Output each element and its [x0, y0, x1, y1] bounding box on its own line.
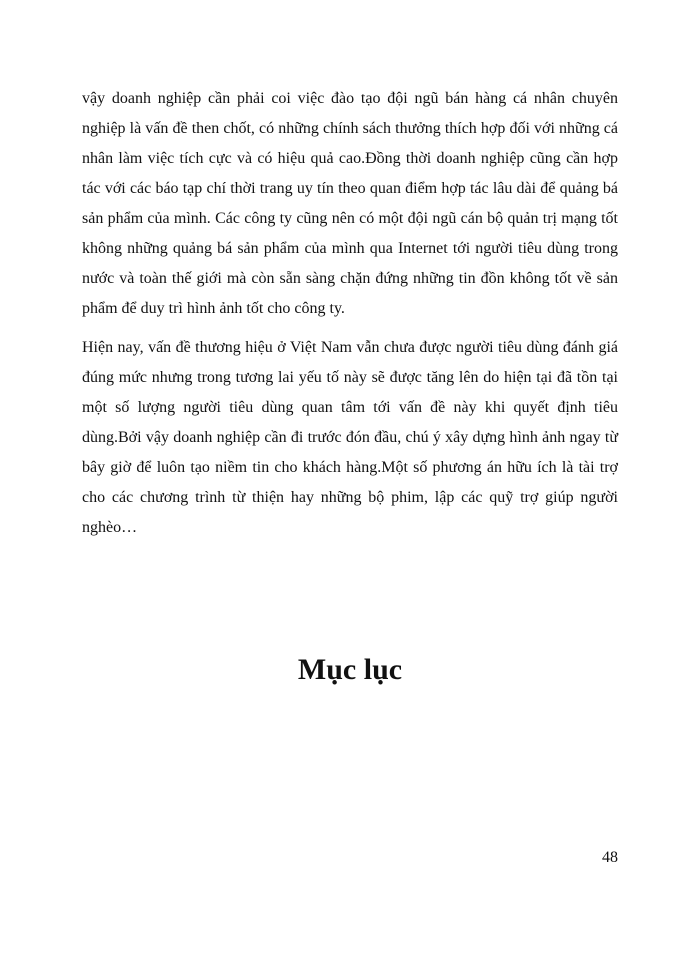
body-paragraph: vậy doanh nghiệp cần phải coi việc đào tạo đội ngũ bán hàng cá nhân chuyên nghiệp là vấn đề then chốt, có những chính sách thưởng thích hợp đối với những cá nhân làm việc tích cực và có hiệu quả cao.Đồng thời doanh nghiệp cũng cần hợp tác với các báo tạp chí thời trang uy tín theo quan điểm hợp tác lâu dài để quảng bá sản phẩm của mình. Các công ty cũng nên có một đội ngũ cán bộ quản trị mạng tốt không những quảng bá sản phẩm của mình qua Internet tới người tiêu dùng trong nước và toàn thế giới mà còn sẵn sàng chặn đứng những tin đồn không tốt về sản phẩm để duy trì hình ảnh tốt cho công ty.: [82, 90, 618, 317]
section-heading: Mục lục: [297, 653, 403, 686]
body-paragraph: Hiện nay, vấn đề thương hiệu ở Việt Nam vẫn chưa được người tiêu dùng đánh giá đúng mức nhưng trong tương lai yếu tố này sẽ được tăng lên do hiện tại đã tồn tại một số lượng người tiêu dùng quan tâm tới vấn đề này khi quyết định tiêu dùng.Bởi vậy doanh nghiệp cần đi trước đón đầu, chú ý xây dựng hình ảnh ngay từ bây giờ để luôn tạo niềm tin cho khách hàng.Một số phương án hữu ích là tài trợ cho các chương trình từ thiện hay những bộ phim, lập các quỹ trợ giúp người nghèo…: [82, 339, 618, 536]
page-number: 48: [602, 849, 618, 866]
